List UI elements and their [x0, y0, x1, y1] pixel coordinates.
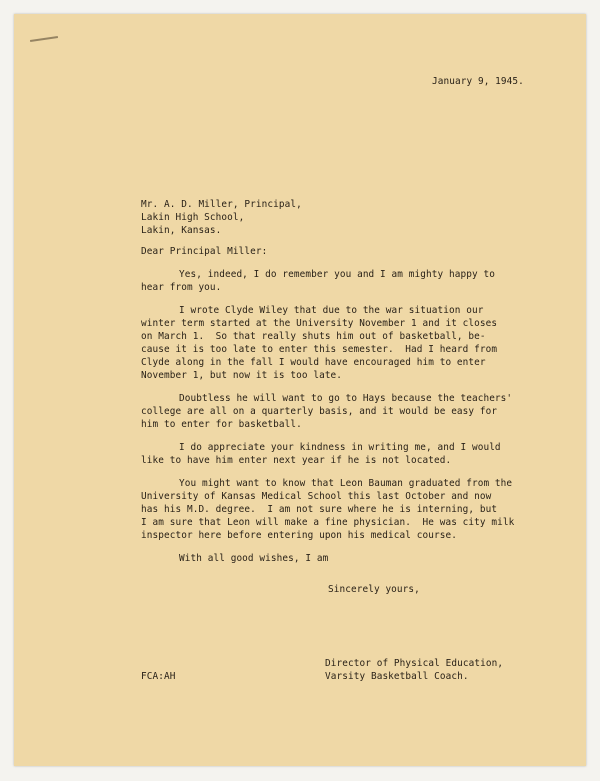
- body-line: winter term started at the University November 1 and it closes: [141, 318, 498, 329]
- address-line: Lakin High School,: [141, 212, 245, 223]
- letter-date: January 9, 1945.: [432, 76, 524, 87]
- body-line: With all good wishes, I am: [179, 553, 329, 564]
- signature-title-line: Varsity Basketball Coach.: [325, 671, 469, 682]
- body-line: I am sure that Leon will make a fine physician. He was city milk: [141, 517, 515, 528]
- address-line: Lakin, Kansas.: [141, 225, 222, 236]
- body-line: I wrote Clyde Wiley that due to the war situation our: [179, 305, 484, 316]
- closing: Sincerely yours,: [328, 584, 420, 595]
- reference-initials: FCA:AH: [141, 671, 176, 682]
- body-line: college are all on a quarterly basis, and it would be easy for: [141, 406, 498, 417]
- body-line: inspector here before entering upon his medical course.: [141, 530, 457, 541]
- address-line: Mr. A. D. Miller, Principal,: [141, 199, 302, 210]
- letter-page: [14, 14, 586, 766]
- body-line: like to have him enter next year if he is not located.: [141, 455, 452, 466]
- salutation: Dear Principal Miller:: [141, 246, 268, 257]
- body-line: cause it is too late to enter this semester. Had I heard from: [141, 344, 498, 355]
- body-line: November 1, but now it is too late.: [141, 370, 343, 381]
- body-line: Clyde along in the fall I would have encouraged him to enter: [141, 357, 486, 368]
- body-line: has his M.D. degree. I am not sure where he is interning, but: [141, 504, 498, 515]
- body-line: I do appreciate your kindness in writing me, and I would: [179, 442, 501, 453]
- body-line: You might want to know that Leon Bauman graduated from the: [179, 478, 513, 489]
- body-line: him to enter for basketball.: [141, 419, 302, 430]
- signature-title-line: Director of Physical Education,: [325, 658, 504, 669]
- body-line: hear from you.: [141, 282, 222, 293]
- body-line: Yes, indeed, I do remember you and I am mighty happy to: [179, 269, 495, 280]
- body-line: Doubtless he will want to go to Hays because the teachers': [179, 393, 513, 404]
- body-line: on March 1. So that really shuts him out of basketball, be-: [141, 331, 486, 342]
- body-line: University of Kansas Medical School this last October and now: [141, 491, 492, 502]
